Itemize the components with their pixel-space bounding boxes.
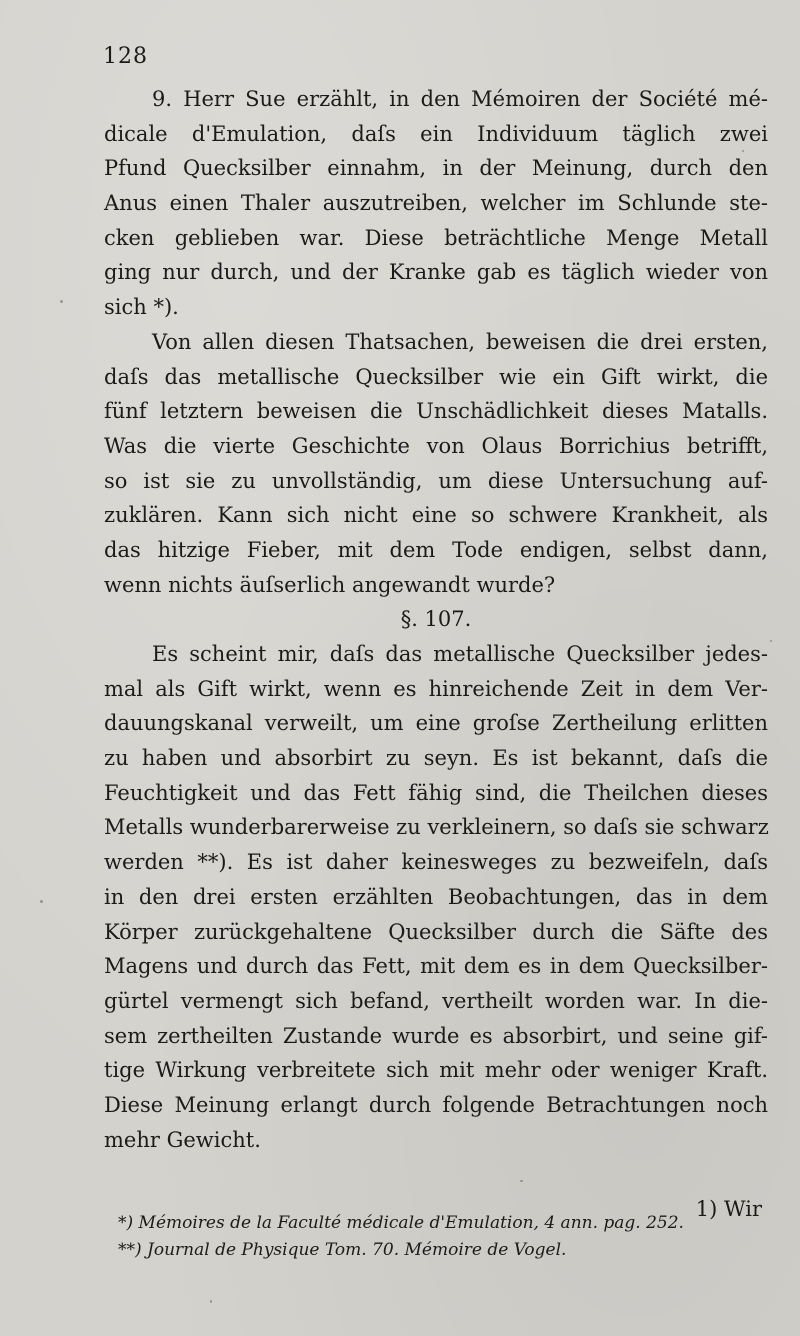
text-line: sich *). [104,295,179,320]
page-number: 128 [103,44,148,69]
footnotes [118,1210,768,1264]
text-line: mal als Gift wirkt, wenn es hinreichende Zeit in dem Ver- [104,676,768,701]
text-line: Metalls wunderbarerweise zu verkleinern, so daſs sie schwarz [104,815,769,840]
text-line: Körper zurückgehaltene Quecksilber durch die Säfte des [104,919,768,944]
text-line: Von allen diesen Thatsachen, beweisen die drei ersten, [152,329,768,354]
text-line: zu haben und absorbirt zu seyn. Es ist bekannt, daſs die [104,746,768,771]
text-line: tige Wirkung verbreitete sich mit mehr oder weniger Kraft. [104,1058,768,1083]
text-line: Was die vierte Geschichte von Olaus Borrichius betrifft, [104,433,768,458]
body-text [104,82,768,1227]
text-line: Pfund Quecksilber einnahm, in der Meinung, durch den [104,156,768,181]
paper-speck [742,150,744,152]
text-line: mehr Gewicht. [104,1127,261,1152]
paper-speck [40,900,43,903]
text-line: ging nur durch, und der Kranke gab es täglich wieder von [104,260,768,285]
text-line: Magens und durch das Fett, mit dem es in dem Quecksilber- [104,954,768,979]
text-line: daſs das metallische Quecksilber wie ein Gift wirkt, die [104,364,768,389]
text-line: 9. Herr Sue erzählt, in den Mémoiren der Société mé- [152,87,768,111]
section-heading: §. 107. [400,607,472,632]
text-line: Diese Meinung erlangt durch folgende Betrachtungen noch [104,1092,768,1117]
paper-speck [770,640,772,642]
paper-speck [520,1180,523,1182]
text-line: so ist sie zu unvollständig, um diese Untersuchung auf- [104,468,768,493]
text-line: Feuchtigkeit und das Fett fähig sind, die Theilchen dieses [104,780,768,805]
text-line: in den drei ersten erzählten Beobachtungen, das in dem [104,884,768,909]
paper-speck [60,300,63,303]
footnote: *) Mémoires de la Faculté médicale d'Emulation, 4 ann. pag. 252. [118,1213,684,1233]
text-line: Es scheint mir, daſs das metallische Quecksilber jedes- [152,642,768,666]
text-line: wenn nichts äuſserlich angewandt wurde? [104,572,556,597]
text-line: zuklären. Kann sich nicht eine so schwere Krankheit, als [104,503,768,528]
text-line: dauungskanal verweilt, um eine groſse Zertheilung erlitten [104,711,768,736]
paper-speck [210,1300,212,1303]
text-line: Anus einen Thaler auszutreiben, welcher im Schlunde ste- [104,191,768,216]
text-line: cken geblieben war. Diese beträchtliche Menge Metall [104,225,768,250]
text-line: sem zertheilten Zustande wurde es absorbirt, und seine gif- [104,1023,768,1048]
text-line: dicale d'Emulation, daſs ein Individuum täglich zwei [104,121,768,146]
text-line: gürtel vermengt sich befand, vertheilt worden war. In die- [104,988,768,1013]
footnote: **) Journal de Physique Tom. 70. Mémoire de Vogel. [118,1240,567,1260]
text-line: werden **). Es ist daher keinesweges zu bezweifeln, daſs [104,850,768,875]
blank-line [104,1157,768,1192]
text-line: das hitzige Fieber, mit dem Tode endigen, selbst dann, [104,537,768,562]
catchword: 1) Wir [695,1197,762,1221]
text-line: fünf letztern beweisen die Unschädlichkeit dieses Matalls. [104,399,768,424]
